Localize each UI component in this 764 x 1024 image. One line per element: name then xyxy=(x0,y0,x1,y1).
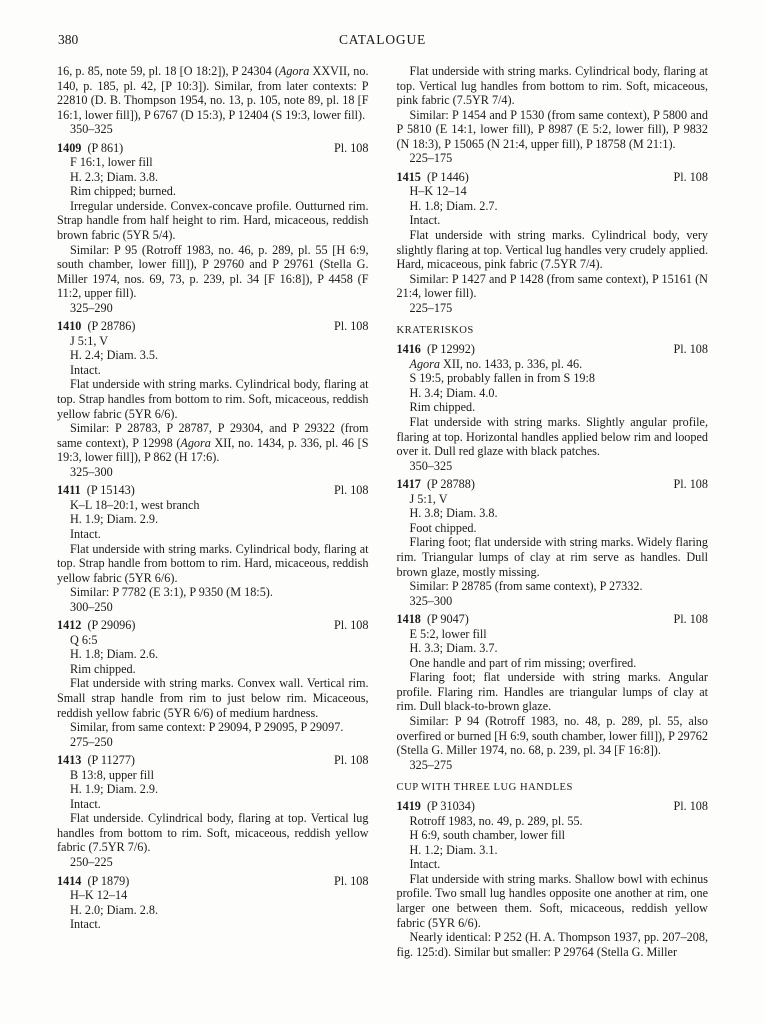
catalogue-entry xyxy=(57,483,369,614)
entry-number: 1418 xyxy=(396,612,421,627)
description-paragraph: 16, p. 85, note 59, pl. 18 [O 18:2]), P 24304 (Agora XXVII, no. 140, p. 185, pl. 42, [P 10:3]). Similar, from later contexts: P 22810 (D. B. Thompson 1954, no. 13, p. 105, note 89, pl. 18 [F 16:1, lower fill]), P 6767 (D 15:3), P 12404 (S 19:3, lower fill). xyxy=(57,64,369,122)
detail-line: E 5:2, lower fill xyxy=(409,626,487,641)
plate-reference: Pl. 108 xyxy=(673,799,708,814)
running-head xyxy=(57,31,708,48)
entry-header xyxy=(397,799,709,814)
detail-line: Intact. xyxy=(70,917,101,932)
detail-line: Intact. xyxy=(70,362,101,377)
date-range: 350–325 xyxy=(70,122,113,137)
catalogue-entry xyxy=(397,477,709,608)
text-columns xyxy=(57,64,708,1016)
description-paragraph: Similar: P 1454 and P 1530 (from same context), P 5800 and P 5810 (E 14:1, lower fill), P 8987 (E 5:2, lower fill), P 9832 (N 18:3), P 15065 (N 21:4, upper fill), P 18758 (M 21:1). xyxy=(396,107,708,151)
catalogue-entry xyxy=(397,170,709,315)
detail-line: Rim chipped. xyxy=(409,400,476,415)
catalogue-entry xyxy=(57,618,369,749)
entry-id xyxy=(57,141,123,156)
detail-line: Intact. xyxy=(409,213,441,228)
entry-number: 1416 xyxy=(396,342,421,357)
plate-reference: Pl. 108 xyxy=(333,873,369,888)
inventory-number: (P 28786) xyxy=(81,319,136,334)
detail-line: H. 1.9; Diam. 2.9. xyxy=(70,782,159,797)
detail-line: K–L 18–20:1, west branch xyxy=(70,497,200,512)
detail-line: Foot chipped. xyxy=(409,520,477,535)
detail-line: J 5:1, V xyxy=(70,333,109,348)
entry-id xyxy=(397,799,475,814)
detail-line: H. 1.8; Diam. 2.7. xyxy=(409,198,498,213)
date-range: 325–275 xyxy=(409,757,453,772)
plate-reference: Pl. 108 xyxy=(333,140,369,155)
entry-id xyxy=(397,342,475,357)
entry-header xyxy=(57,874,369,889)
description-paragraph: Irregular underside. Convex-concave profile. Outturned rim. Strap handle from half height to rim. Hard, micaceous, reddish brown fabric (5YR 5/4). xyxy=(57,198,369,243)
detail-line: H. 1.2; Diam. 3.1. xyxy=(409,842,498,857)
entry-number: 1419 xyxy=(396,799,421,814)
description-paragraph: Similar: P 28785 (from same context), P 27332. xyxy=(409,579,643,594)
description-paragraph: Flat underside with string marks. Cylindrical body, flaring at top. Strap handles from bottom to rim. Soft, micaceous, reddish yellow fabric (5YR 6/6). xyxy=(57,377,369,421)
entry-header xyxy=(57,618,369,633)
description-paragraph: Similar: P 7782 (E 3:1), P 9350 (M 18:5). xyxy=(70,585,273,600)
entry-number: 1412 xyxy=(57,618,82,633)
entry-header xyxy=(397,477,709,492)
detail-line: H. 2.3; Diam. 3.8. xyxy=(70,169,159,184)
description-paragraph: Similar: P 1427 and P 1428 (from same context), P 15161 (N 21:4, lower fill). xyxy=(396,271,708,301)
entry-id xyxy=(397,170,469,185)
detail-line: H–K 12–14 xyxy=(409,184,467,199)
detail-line: Agora XII, no. 1433, p. 336, pl. 46. xyxy=(409,356,583,371)
plate-reference: Pl. 108 xyxy=(333,483,369,498)
description-paragraph: Similar: P 95 (Rotroff 1983, no. 46, p. 289, pl. 55 [H 6:9, south chamber, lower fill]), P 29760 and P 29761 (Stella G. Miller 1974, nos. 69, 73, p. 239, pl. 34 [F 16:8]), P 4458 (F 11:2, upper fill). xyxy=(57,242,369,301)
detail-line: Intact. xyxy=(409,857,441,872)
inventory-number: (P 29096) xyxy=(81,618,136,633)
entry-number: 1411 xyxy=(57,483,81,498)
inventory-number: (P 15143) xyxy=(80,483,135,498)
detail-line: S 19:5, probably fallen in from S 19:8 xyxy=(409,371,596,386)
inventory-number: (P 9047) xyxy=(420,612,469,627)
detail-line: H 6:9, south chamber, lower fill xyxy=(409,828,566,843)
description-paragraph: Flaring foot; flat underside with string marks. Widely flaring rim. Triangular lumps of clay at rim serve as handles. Dull brown glaze, mostly missing. xyxy=(396,535,708,579)
plate-reference: Pl. 108 xyxy=(673,477,708,492)
detail-line: Rim chipped. xyxy=(70,661,136,676)
detail-line: F 16:1, lower fill xyxy=(70,155,153,170)
entry-id xyxy=(397,612,469,627)
plate-reference: Pl. 108 xyxy=(673,342,708,357)
detail-line: One handle and part of rim missing; overfired. xyxy=(409,655,637,670)
detail-line: B 13:8, upper fill xyxy=(70,767,154,782)
description-paragraph: Flat underside with string marks. Cylindrical body, flaring at top. Vertical lug handles from bottom to rim. Soft, micaceous, pink fabric (7.5YR 7/4). xyxy=(396,64,708,108)
catalogue-entry xyxy=(397,342,709,473)
page-number: 380 xyxy=(58,32,79,47)
description-paragraph: Flat underside with string marks. Cylindrical body, very slightly flaring at top. Vertical lug handles very crudely applied. Hard, micaceous, pink fabric (7.5YR 7/4). xyxy=(396,228,708,272)
date-range: 325–300 xyxy=(409,593,453,608)
left-column xyxy=(57,64,369,1016)
running-head-title: CATALOGUE xyxy=(338,32,427,47)
entry-id xyxy=(57,874,129,889)
inventory-number: (P 11277) xyxy=(81,753,135,768)
date-range: 275–250 xyxy=(70,734,113,749)
date-range: 300–250 xyxy=(70,599,113,614)
description-paragraph: Similar: P 28783, P 28787, P 29304, and P 29322 (from same context), P 12998 (Agora XII, no. 1434, p. 336, pl. 46 [S 19:3, lower fill]), P 862 (H 17:6). xyxy=(57,421,369,465)
entry-number: 1415 xyxy=(396,169,421,184)
catalogue-entry xyxy=(57,319,369,479)
date-range: 225–175 xyxy=(409,300,453,315)
detail-line: J 5:1, V xyxy=(409,491,448,506)
inventory-number: (P 1446) xyxy=(420,169,469,184)
entry-header xyxy=(397,342,709,357)
entry-continuation xyxy=(57,64,369,137)
detail-line: Q 6:5 xyxy=(70,632,98,647)
plate-reference: Pl. 108 xyxy=(333,753,369,768)
inventory-number: (P 31034) xyxy=(420,799,475,814)
detail-line: Intact. xyxy=(70,796,101,811)
entry-number: 1410 xyxy=(57,319,82,334)
entry-id xyxy=(57,618,135,633)
detail-line: H. 3.3; Diam. 3.7. xyxy=(409,641,498,656)
inventory-number: (P 12992) xyxy=(420,342,475,357)
inventory-number: (P 28788) xyxy=(420,477,475,492)
plate-reference: Pl. 108 xyxy=(333,319,369,334)
detail-line: Rotroff 1983, no. 49, p. 289, pl. 55. xyxy=(409,813,583,828)
catalogue-entry xyxy=(57,874,369,932)
description-paragraph: Flat underside with string marks. Shallow bowl with echinus profile. Two small lug handles opposite one another at rim, one larger one between them. Soft, micaceous, reddish yellow fabric (5YR 6/6). xyxy=(396,871,708,930)
catalogue-entry xyxy=(397,612,709,772)
date-range: 350–325 xyxy=(409,458,453,473)
detail-line: H–K 12–14 xyxy=(70,888,128,903)
date-range: 325–290 xyxy=(70,300,113,315)
entry-header xyxy=(397,612,709,627)
entry-id xyxy=(57,753,135,768)
entry-id xyxy=(57,319,135,334)
detail-line: Rim chipped; burned. xyxy=(70,184,176,199)
entry-header xyxy=(397,170,709,185)
detail-line: H. 2.4; Diam. 3.5. xyxy=(70,348,159,363)
date-range: 250–225 xyxy=(70,854,113,869)
right-column xyxy=(397,64,709,1016)
section-heading: KRATERISKOS xyxy=(396,325,474,337)
detail-line: H. 1.8; Diam. 2.6. xyxy=(70,647,159,662)
plate-reference: Pl. 108 xyxy=(673,612,708,627)
entry-header xyxy=(57,753,369,768)
description-paragraph: Flaring foot; flat underside with string marks. Angular profile. Flaring rim. Handles are triangular lumps of clay at rim. Dull black-to-brown glaze. xyxy=(396,670,708,714)
description-paragraph: Flat underside with string marks. Convex wall. Vertical rim. Small strap handle from rim to just below rim. Micaceous, reddish yellow fabric (5YR 6/6) of medium hardness. xyxy=(57,676,369,720)
plate-reference: Pl. 108 xyxy=(333,618,369,633)
entry-header xyxy=(57,141,369,156)
catalogue-entry xyxy=(397,799,709,959)
detail-line: H. 3.4; Diam. 4.0. xyxy=(409,385,498,400)
entry-id xyxy=(397,477,475,492)
entry-header xyxy=(57,319,369,334)
entry-number: 1409 xyxy=(57,140,82,155)
inventory-number: (P 1879) xyxy=(81,873,130,888)
detail-line: Intact. xyxy=(70,526,101,541)
entry-number: 1417 xyxy=(396,477,421,492)
catalogue-entry xyxy=(57,141,369,316)
entry-id xyxy=(57,483,135,498)
catalogue-entry xyxy=(57,753,369,869)
date-range: 325–300 xyxy=(70,464,113,479)
description-paragraph: Similar: P 94 (Rotroff 1983, no. 48, p. 289, pl. 55, also overfired or burned [H 6:9, south chamber, lower fill]), P 29762 (Stella G. Miller 1974, no. 68, p. 239, pl. 34 [F 16:8]). xyxy=(396,713,708,758)
detail-line: H. 1.9; Diam. 2.9. xyxy=(70,512,159,527)
entry-number: 1414 xyxy=(57,873,82,888)
section-heading: CUP WITH THREE LUG HANDLES xyxy=(396,782,573,794)
entry-number: 1413 xyxy=(57,753,82,768)
date-range: 225–175 xyxy=(409,151,453,166)
description-paragraph: Flat underside with string marks. Cylindrical body, flaring at top. Strap handle from bottom to rim. Hard, micaceous, reddish yellow fabric (5YR 6/6). xyxy=(57,541,369,585)
detail-line: H. 3.8; Diam. 3.8. xyxy=(409,506,498,521)
detail-line: H. 2.0; Diam. 2.8. xyxy=(70,902,159,917)
entry-continuation xyxy=(397,64,709,166)
description-paragraph: Flat underside. Cylindrical body, flaring at top. Vertical lug handles from bottom to rim. Soft, micaceous, reddish yellow fabric (7.5YR 7/6). xyxy=(57,811,369,855)
description-paragraph: Nearly identical: P 252 (H. A. Thompson 1937, pp. 207–208, fig. 125:d). Similar but smaller: P 29764 (Stella G. Miller xyxy=(396,930,708,959)
entry-header xyxy=(57,483,369,498)
description-paragraph: Similar, from same context: P 29094, P 29095, P 29097. xyxy=(70,720,344,735)
description-paragraph: Flat underside with string marks. Slightly angular profile, flaring at top. Horizontal handles applied below rim and looped over it. Dull red glaze with black patches. xyxy=(396,415,708,459)
inventory-number: (P 861) xyxy=(81,140,124,155)
plate-reference: Pl. 108 xyxy=(673,169,708,184)
